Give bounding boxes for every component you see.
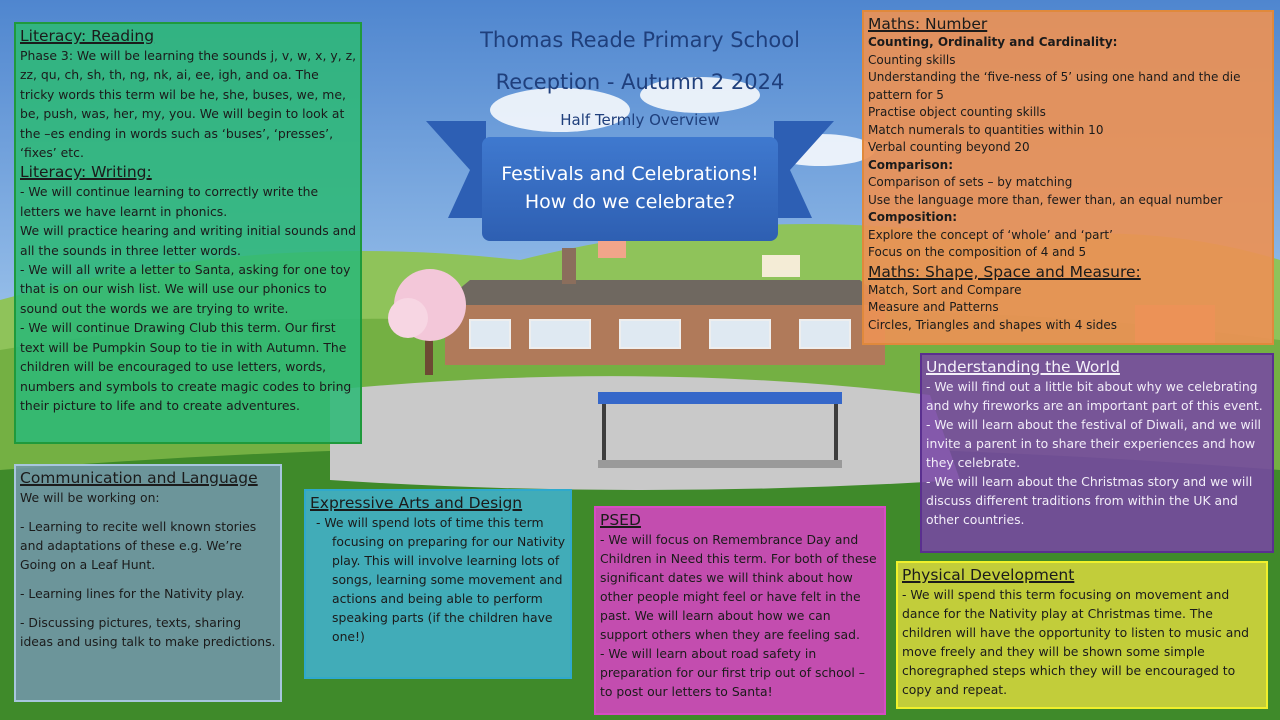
literacy-panel <box>14 22 362 444</box>
communication-language-panel <box>14 464 282 702</box>
counting-item: Match numerals to quantities within 10 <box>868 122 1104 137</box>
utw-item: - We will learn about the Christmas story and we will discuss different traditions from within the UK and other countries. <box>926 474 1253 527</box>
counting-item: Verbal counting beyond 20 <box>868 140 1030 154</box>
literacy-reading-title: Literacy: Reading <box>20 27 155 45</box>
cl-item: - Learning to recite well known stories and adaptations of these e.g. We’re Going on a Leaf Hunt. <box>20 519 257 572</box>
utw-title: Understanding the World <box>926 358 1120 376</box>
ead-title: Expressive Arts and Design <box>310 494 523 512</box>
counting-item: Counting skills <box>868 52 956 67</box>
composition-heading: Composition: <box>868 210 958 224</box>
comparison-item: Comparison of sets – by matching <box>868 175 1073 189</box>
pd-text: - We will spend this term focusing on movement and dance for the Nativity play at Christmas time. The children will have the opportunity to listen to music and move freely and they will be shown some simple choregraphed steps which they will be encouraged to copy and repeat. <box>902 587 1250 697</box>
theme-line-2: How do we celebrate? <box>524 191 736 213</box>
cl-item: - Discussing pictures, texts, sharing ideas and using talk to make predictions. <box>20 615 276 649</box>
school-name: Thomas Reade Primary School <box>480 28 800 52</box>
counting-item: Understanding the ‘five-ness of 5’ using one hand and the die pattern for 5 <box>868 70 1241 102</box>
psed-item: - We will learn about road safety in preparation for our first trip out of school – to post our letters to Santa! <box>600 646 865 699</box>
physical-development-panel <box>896 561 1268 709</box>
pd-title: Physical Development <box>902 566 1075 584</box>
literacy-writing-title: Literacy: Writing: <box>20 163 152 182</box>
literacy-writing-item: - We will all write a letter to Santa, asking for one toy that is on our wish list. We will use our phonics to sound out the words we are trying to write. <box>20 262 351 316</box>
counting-item: Practise object counting skills <box>868 105 1046 119</box>
maths-shape-title: Maths: Shape, Space and Measure: <box>868 262 1141 281</box>
psed-item: - We will focus on Remembrance Day and Children in Need this term. For both of these significant dates we will think about how other people might feel or have felt in the past. We will learn about how we can support others when they are feeling sad. <box>600 532 877 642</box>
cl-item: - Learning lines for the Nativity play. <box>20 586 245 601</box>
utw-item: - We will find out a little bit about why we celebrating and why fireworks are an important part of this event. <box>926 379 1263 413</box>
composition-item: Focus on the composition of 4 and 5 <box>868 245 1087 259</box>
cl-intro: We will be working on: <box>20 490 160 505</box>
literacy-writing-item: We will practice hearing and writing initial sounds and all the sounds in three letter words. <box>20 223 356 258</box>
overview-label: Half Termly Overview <box>560 111 720 129</box>
literacy-reading-text: Phase 3: We will be learning the sounds j, v, w, x, y, z, zz, qu, ch, sh, th, ng, nk, ai, ee, igh, and oa. The tricky words this term wil be he, she, buses, we, me, be, push, was, her, my, you. We will begin to look at the –es ending in words such as ‘buses’, ‘presses’, ‘fixes’ etc. <box>20 48 357 161</box>
maths-number-title: Maths: Number <box>868 15 988 33</box>
ead-text: - We will spend lots of time this term focusing on preparing for our Nativity play. This will involve learning lots of songs, learning some movement and actions and being able to perform speaking parts (if the children have one!) <box>316 515 566 644</box>
shape-item: Circles, Triangles and shapes with 4 sides <box>868 317 1117 332</box>
comparison-item: Use the language more than, fewer than, an equal number <box>868 192 1223 207</box>
theme-line-1: Festivals and Celebrations! <box>501 163 759 185</box>
counting-heading: Counting, Ordinality and Cardinality: <box>868 35 1118 49</box>
composition-item: Explore the concept of ‘whole’ and ‘part’ <box>868 227 1113 242</box>
shape-item: Measure and Patterns <box>868 300 999 314</box>
comparison-heading: Comparison: <box>868 157 954 172</box>
understanding-world-panel <box>920 353 1274 553</box>
cl-title: Communication and Language <box>20 469 258 487</box>
literacy-writing-item: - We will continue Drawing Club this term. Our first text will be Pumpkin Soup to tie in with Autumn. The children will be encouraged to use letters, words, numbers and symbols to create magic codes to bring their picture to life and to create adventures. <box>20 320 352 413</box>
expressive-arts-panel <box>304 489 572 679</box>
shape-item: Match, Sort and Compare <box>868 282 1022 297</box>
psed-panel <box>594 506 886 715</box>
literacy-writing-item: - We will continue learning to correctly write the letters we have learnt in phonics. <box>20 184 319 219</box>
psed-title: PSED <box>600 511 641 529</box>
theme-banner <box>484 160 776 216</box>
maths-panel <box>862 10 1274 345</box>
utw-item: - We will learn about the festival of Diwali, and we will invite a parent in to share their experiences and how they celebrate. <box>926 417 1261 470</box>
term-title: Reception - Autumn 2 2024 <box>495 70 785 94</box>
